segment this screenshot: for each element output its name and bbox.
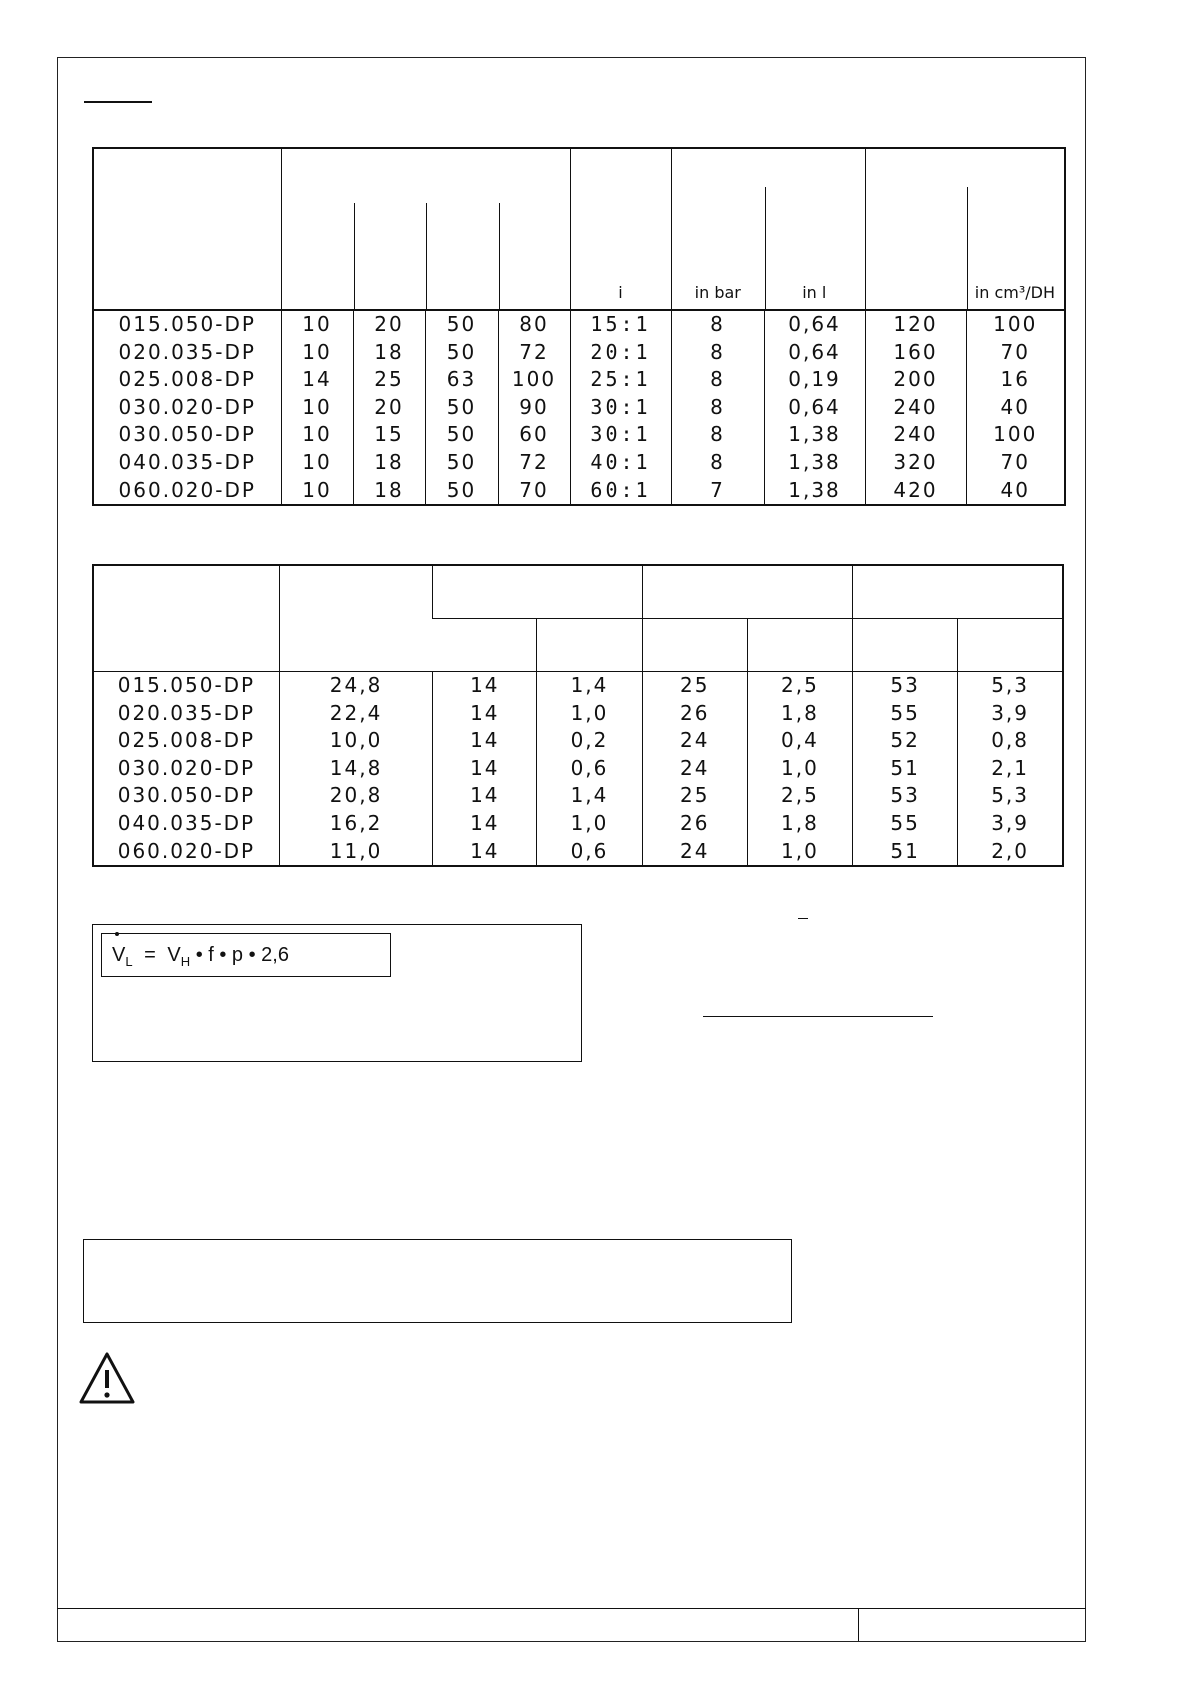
specs-cell-pressure: 8	[671, 339, 764, 367]
specs-cell-b: 18	[353, 449, 425, 477]
specs-cell-d: 70	[498, 477, 570, 506]
specs-cell-a: 10	[281, 394, 353, 422]
specs-cell-e: 420	[865, 477, 966, 506]
perf-cell-v0: 16,2	[279, 810, 432, 838]
specs-cell-c: 50	[425, 394, 498, 422]
perf-cell-v1: 14	[433, 672, 537, 700]
perf-cell-model: 025.008-DP	[117, 728, 256, 753]
specs-cell-displacement: 70	[966, 449, 1065, 477]
formula-rest: • f • p • 2,6	[195, 944, 289, 966]
specs-cell-ratio: 20:1	[570, 339, 671, 367]
formula-vh: $V_H$	[167, 944, 191, 969]
specs-cell-e: 320	[865, 449, 966, 477]
specs-cell-model: 025.008-DP	[118, 367, 256, 392]
specs-cell-ratio: 15:1	[570, 310, 671, 339]
specs-cell-e: 200	[865, 366, 966, 394]
specs-row	[93, 339, 1065, 367]
specs-cell-displacement: 40	[966, 394, 1065, 422]
perf-header-row-1	[93, 565, 1063, 619]
specs-cell-pressure: 8	[671, 366, 764, 394]
specs-cell-displacement: 100	[966, 310, 1065, 339]
specs-cell-b: 18	[353, 477, 425, 506]
perf-cell-v5: 55	[853, 700, 958, 728]
perf-cell-v2: 1,0	[537, 700, 642, 728]
specs-cell-b: 15	[353, 421, 425, 449]
specs-row	[93, 366, 1065, 394]
perf-cell-v4: 1,0	[747, 838, 852, 867]
specs-cell-displacement: 70	[966, 339, 1065, 367]
perf-cell-v3: 26	[642, 810, 747, 838]
specs-cell-e: 120	[865, 310, 966, 339]
signature-line	[703, 1016, 933, 1017]
perf-header-group-1	[433, 565, 642, 619]
specs-cell-d: 72	[498, 339, 570, 367]
perf-cell-v4: 1,0	[747, 755, 852, 783]
perf-row	[93, 727, 1063, 755]
perf-cell-v2: 0,2	[537, 727, 642, 755]
formula-box	[92, 924, 582, 1062]
specs-cell-model: 030.050-DP	[118, 422, 256, 447]
specs-cell-d: 72	[498, 449, 570, 477]
specs-cell-b: 25	[353, 366, 425, 394]
specs-cell-model: 015.050-DP	[118, 312, 256, 336]
specs-cell-d: 100	[498, 366, 570, 394]
perf-cell-v2: 0,6	[537, 755, 642, 783]
perf-cell-v1: 14	[433, 727, 537, 755]
specs-cell-pressure: 8	[671, 394, 764, 422]
perf-sub-5	[853, 619, 958, 672]
specs-cell-ratio: 40:1	[570, 449, 671, 477]
perf-cell-model: 020.035-DP	[117, 700, 256, 725]
perf-header-col0	[279, 565, 432, 672]
specs-cell-d: 80	[498, 310, 570, 339]
specs-row	[93, 310, 1065, 339]
perf-cell-v0: 22,4	[279, 700, 432, 728]
specs-cell-e: 240	[865, 394, 966, 422]
header-group-air: in bar in l	[671, 148, 865, 310]
specs-cell-volume: 0,64	[764, 339, 865, 367]
specs-cell-pressure: 7	[671, 477, 764, 506]
specs-cell-model: 040.035-DP	[118, 449, 256, 474]
specs-cell-ratio: 60:1	[570, 477, 671, 506]
perf-cell-v0: 24,8	[279, 672, 432, 700]
perf-cell-model: 040.035-DP	[117, 810, 256, 835]
specs-cell-c: 63	[425, 366, 498, 394]
formula-lhs: $V_L$	[112, 934, 133, 983]
specs-cell-a: 10	[281, 310, 353, 339]
specs-cell-displacement: 16	[966, 366, 1065, 394]
perf-cell-model: 060.020-DP	[117, 838, 256, 863]
perf-cell-v2: 1,4	[537, 782, 642, 810]
perf-cell-v6: 5,3	[958, 782, 1063, 810]
specs-cell-pressure: 8	[671, 421, 764, 449]
specs-cell-a: 14	[281, 366, 353, 394]
header-ratio: i	[570, 148, 671, 310]
perf-cell-v0: 10,0	[279, 727, 432, 755]
specs-cell-model: 060.020-DP	[118, 477, 256, 502]
specs-row	[93, 449, 1065, 477]
perf-sub-1	[433, 619, 537, 672]
perf-cell-v1: 14	[433, 782, 537, 810]
specs-cell-volume: 1,38	[764, 449, 865, 477]
specs-cell-d: 60	[498, 421, 570, 449]
perf-cell-v4: 2,5	[747, 782, 852, 810]
specs-header-row	[93, 148, 1065, 310]
perf-cell-v6: 3,9	[958, 810, 1063, 838]
perf-row	[93, 838, 1063, 867]
perf-cell-model: 030.020-DP	[117, 755, 256, 780]
note-box	[83, 1239, 792, 1323]
perf-cell-v5: 55	[853, 810, 958, 838]
perf-cell-v4: 1,8	[747, 700, 852, 728]
specs-cell-volume: 1,38	[764, 421, 865, 449]
perf-header-model	[93, 565, 279, 672]
perf-cell-v6: 2,1	[958, 755, 1063, 783]
perf-cell-model: 030.050-DP	[117, 783, 256, 808]
specs-cell-ratio: 30:1	[570, 421, 671, 449]
specs-cell-b: 20	[353, 394, 425, 422]
perf-cell-v0: 14,8	[279, 755, 432, 783]
specs-cell-ratio: 30:1	[570, 394, 671, 422]
footer-column-divider	[858, 1608, 859, 1641]
perf-cell-v5: 52	[853, 727, 958, 755]
perf-cell-v0: 20,8	[279, 782, 432, 810]
perf-cell-v1: 14	[433, 755, 537, 783]
specs-cell-volume: 0,19	[764, 366, 865, 394]
specs-row	[93, 394, 1065, 422]
perf-row	[93, 782, 1063, 810]
perf-sub-6	[958, 619, 1063, 672]
specs-cell-volume: 0,64	[764, 394, 865, 422]
specs-cell-volume: 0,64	[764, 310, 865, 339]
specs-cell-displacement: 40	[966, 477, 1065, 506]
dash-mark	[798, 918, 808, 919]
specs-cell-a: 10	[281, 339, 353, 367]
specs-cell-ratio: 25:1	[570, 366, 671, 394]
perf-sub-3	[642, 619, 747, 672]
perf-cell-v3: 24	[642, 727, 747, 755]
perf-row	[93, 755, 1063, 783]
specs-cell-d: 90	[498, 394, 570, 422]
perf-cell-v3: 26	[642, 700, 747, 728]
perf-cell-v0: 11,0	[279, 838, 432, 867]
perf-cell-v4: 0,4	[747, 727, 852, 755]
perf-sub-2	[537, 619, 642, 672]
specs-cell-pressure: 8	[671, 310, 764, 339]
specs-cell-a: 10	[281, 421, 353, 449]
perf-row	[93, 672, 1063, 700]
specs-cell-a: 10	[281, 477, 353, 506]
specs-cell-pressure: 8	[671, 449, 764, 477]
perf-cell-v3: 25	[642, 782, 747, 810]
header-group-strokes	[281, 148, 570, 310]
warning-triangle-icon	[77, 1350, 137, 1406]
header-model	[93, 148, 281, 310]
perf-cell-v2: 0,6	[537, 838, 642, 867]
perf-row	[93, 700, 1063, 728]
perf-cell-v1: 14	[433, 838, 537, 867]
specs-cell-b: 20	[353, 310, 425, 339]
specs-cell-e: 160	[865, 339, 966, 367]
perf-cell-model: 015.050-DP	[117, 673, 256, 697]
perf-cell-v4: 2,5	[747, 672, 852, 700]
perf-cell-v2: 1,4	[537, 672, 642, 700]
specs-cell-c: 50	[425, 477, 498, 506]
perf-cell-v3: 24	[642, 755, 747, 783]
perf-cell-v3: 25	[642, 672, 747, 700]
perf-cell-v3: 24	[642, 838, 747, 867]
perf-row	[93, 810, 1063, 838]
header-group-output: in cm³/DH	[865, 148, 1065, 310]
perf-cell-v6: 3,9	[958, 700, 1063, 728]
perf-cell-v6: 0,8	[958, 727, 1063, 755]
formula-equals: =	[144, 944, 156, 966]
perf-cell-v1: 14	[433, 810, 537, 838]
specs-cell-model: 030.020-DP	[118, 394, 256, 419]
title-underline	[84, 101, 152, 103]
specs-cell-e: 240	[865, 421, 966, 449]
footer-divider	[57, 1608, 1086, 1609]
perf-header-group-2	[642, 565, 852, 619]
perf-cell-v5: 51	[853, 755, 958, 783]
perf-cell-v5: 53	[853, 672, 958, 700]
specs-cell-c: 50	[425, 449, 498, 477]
perf-cell-v5: 51	[853, 838, 958, 867]
formula	[101, 933, 391, 977]
specs-cell-displacement: 100	[966, 421, 1065, 449]
specs-cell-c: 50	[425, 310, 498, 339]
specs-table	[92, 147, 1066, 506]
performance-table	[92, 564, 1064, 867]
specs-cell-model: 020.035-DP	[118, 339, 256, 364]
perf-sub-4	[747, 619, 852, 672]
specs-row	[93, 421, 1065, 449]
specs-row	[93, 477, 1065, 506]
perf-cell-v1: 14	[433, 700, 537, 728]
specs-cell-c: 50	[425, 339, 498, 367]
perf-header-group-3	[853, 565, 1064, 619]
perf-cell-v5: 53	[853, 782, 958, 810]
perf-cell-v6: 2,0	[958, 838, 1063, 867]
perf-cell-v2: 1,0	[537, 810, 642, 838]
specs-cell-c: 50	[425, 421, 498, 449]
perf-cell-v4: 1,8	[747, 810, 852, 838]
perf-cell-v6: 5,3	[958, 672, 1063, 700]
specs-cell-volume: 1,38	[764, 477, 865, 506]
specs-cell-b: 18	[353, 339, 425, 367]
specs-cell-a: 10	[281, 449, 353, 477]
